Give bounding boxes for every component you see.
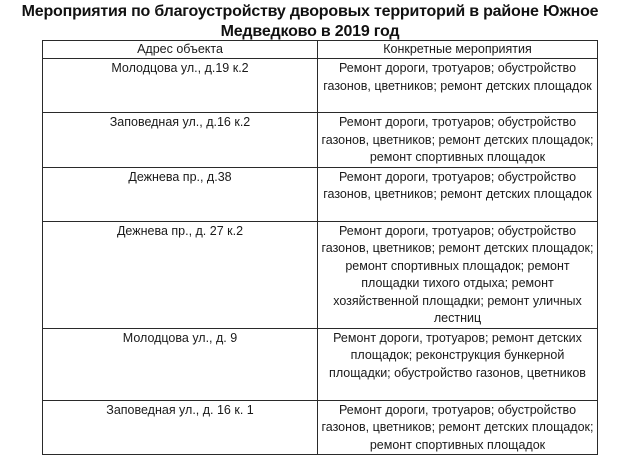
activities-cell: Ремонт дороги, тротуаров; ремонт детских площадок; реконструкция бункерной площадки; обустройство газонов, цветников — [318, 328, 598, 400]
table-row — [43, 113, 598, 168]
activities-cell: Ремонт дороги, тротуаров; обустройство газонов, цветников; ремонт детских площадок; ремонт спортивных площадок — [318, 400, 598, 455]
table-row — [43, 328, 598, 400]
address-cell: Молодцова ул., д.19 к.2 — [43, 59, 318, 113]
page-title — [0, 2, 620, 42]
address-cell: Заповедная ул., д. 16 к. 1 — [43, 400, 318, 455]
address-cell: Дежнева пр., д.38 — [43, 167, 318, 221]
table-row — [43, 221, 598, 328]
page-title-line-2: Медведково в 2019 год — [220, 23, 400, 40]
table-row — [43, 167, 598, 221]
page-title-line-1: Мероприятия по благоустройству дворовых территорий в районе Южное — [21, 3, 599, 20]
column-header-activities: Конкретные мероприятия — [318, 41, 598, 59]
address-cell: Дежнева пр., д. 27 к.2 — [43, 221, 318, 328]
activities-cell: Ремонт дороги, тротуаров; обустройство газонов, цветников; ремонт детских площадок; ремонт спортивных площадок — [318, 113, 598, 168]
address-cell: Молодцова ул., д. 9 — [43, 328, 318, 400]
activities-cell: Ремонт дороги, тротуаров; обустройство газонов, цветников; ремонт детских площадок — [318, 167, 598, 221]
column-header-address: Адрес объекта — [43, 41, 318, 59]
address-cell: Заповедная ул., д.16 к.2 — [43, 113, 318, 168]
activities-table — [42, 40, 598, 455]
activities-cell: Ремонт дороги, тротуаров; обустройство газонов, цветников; ремонт детских площадок — [318, 59, 598, 113]
table-header-row — [43, 41, 598, 59]
table-row — [43, 59, 598, 113]
activities-cell: Ремонт дороги, тротуаров; обустройство газонов, цветников; ремонт детских площадок; ремонт спортивных площадок; ремонт площадки тихого отдыха; ремонт хозяйственной площадки; ремонт уличных лестниц — [318, 221, 598, 328]
table-row — [43, 400, 598, 455]
